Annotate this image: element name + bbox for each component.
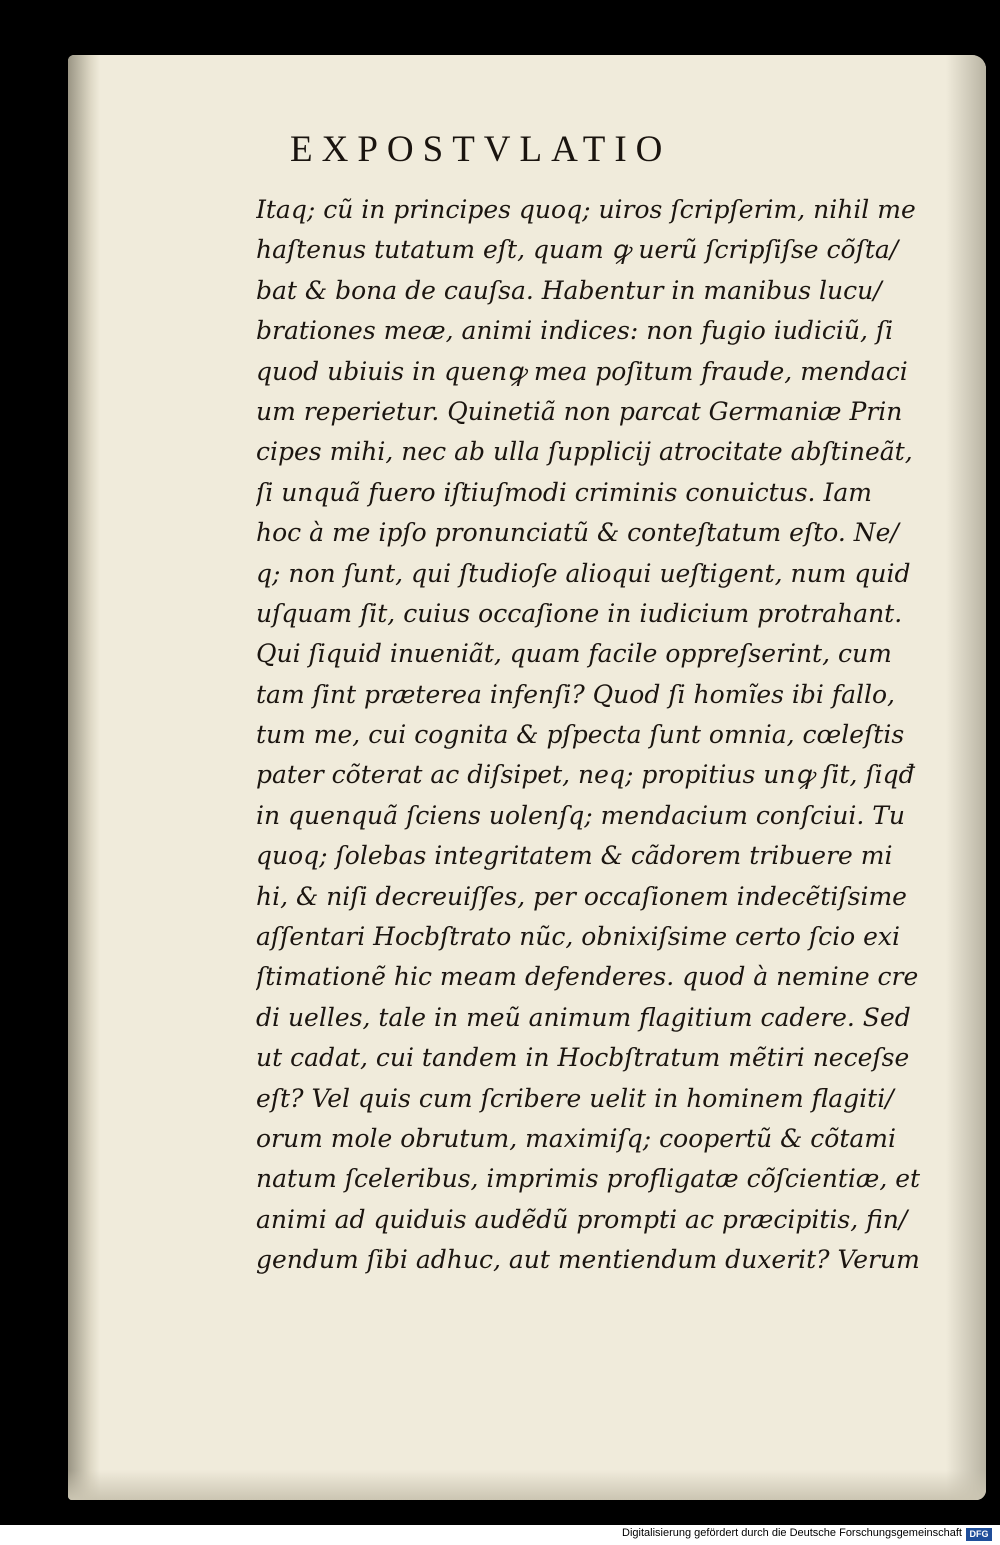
text-line: natum ſceleribus, imprimis profligatæ cõſcientiæ, et bbox=[256, 1164, 921, 1194]
text-line: um reperietur. Quinetiã non parcat Germaniæ Prin bbox=[256, 396, 903, 426]
text-line: quod ubiuis in quenꝙ mea poſitum fraude, mendaci bbox=[256, 356, 908, 386]
text-line: ut cadat, cui tandem in Hocbſtratum mẽtiri neceſse bbox=[256, 1043, 910, 1073]
text-line: Itaq; cũ in principes quoq; uiros ſcripſerim, nihil me bbox=[256, 195, 916, 224]
text-line: Qui ſiquid inueniãt, quam facile oppreſserint, cum bbox=[256, 639, 892, 669]
text-line: hi, & niſi decreuiſſes, per occaſionem indecẽtiſsime bbox=[256, 881, 907, 911]
text-line: pater cõterat ac diſsipet, neq; propitius unꝙ ſit, ſiqđ bbox=[256, 760, 915, 790]
body-text bbox=[256, 190, 936, 1281]
text-line: ſtimationẽ hic meam defenderes. quod à nemine cre bbox=[256, 962, 919, 992]
text-line: tam ſint præterea infenſi? Quod ſi homĩes ibi fallo, bbox=[256, 679, 895, 709]
text-line: animi ad quiduis audẽdũ prompti ac præcipitis, fin/ bbox=[256, 1204, 908, 1234]
text-line: in quenquã ſciens uolenſq; mendacium conſciui. Tu bbox=[256, 800, 906, 830]
text-line: bat & bona de cauſsa. Habentur in manibus lucu/ bbox=[256, 275, 882, 305]
page-edge-shadow bbox=[946, 55, 986, 1500]
text-line: quoq; ſolebas integritatem & cãdorem tribuere mi bbox=[256, 841, 893, 871]
text-line: orum mole obrutum, maximiſq; coopertũ & cõtami bbox=[256, 1123, 896, 1153]
text-line: di uelles, tale in meũ animum flagitium cadere. Sed bbox=[256, 1002, 911, 1032]
text-line: aſſentari Hocbſtrato nũc, obnixiſsime certo ſcio exi bbox=[256, 922, 901, 952]
funding-credit: Digitalisierung gefördert durch die Deutsche Forschungsgemeinschaft bbox=[622, 1527, 962, 1539]
page-bottom-edge bbox=[68, 1470, 986, 1500]
running-head: EXPOSTVLATIO bbox=[290, 129, 672, 170]
text-line: cipes mihi, nec ab ulla ſupplicij atrocitate abſtineãt, bbox=[256, 437, 913, 467]
text-line: uſquam ſit, cuius occaſione in iudicium protrahant. bbox=[256, 598, 903, 628]
footer-bar bbox=[0, 1525, 1000, 1545]
text-line: tum me, cui cognita & pſpecta ſunt omnia, cœleſtis bbox=[256, 720, 905, 750]
text-line: hoc à me ipſo pronunciatũ & conteſtatum eſto. Ne/ bbox=[256, 518, 899, 548]
text-line: eſt? Vel quis cum ſcribere uelit in hominem flagiti/ bbox=[256, 1083, 894, 1113]
gutter-shadow bbox=[68, 55, 100, 1500]
text-line: q; non ſunt, qui ſtudioſe alioqui ueſtigent, num quid bbox=[256, 558, 911, 588]
text-line: brationes meæ, animi indices: non fugio iudiciũ, ſi bbox=[256, 316, 894, 346]
text-line: ſi unquã fuero iſtiuſmodi criminis conuictus. Iam bbox=[256, 477, 872, 507]
text-line: haſtenus tutatum eſt, quam ꝙ uerũ ſcripſiſse cõſta/ bbox=[256, 235, 899, 265]
dfg-logo: DFG bbox=[966, 1528, 992, 1541]
text-line: gendum ſibi adhuc, aut mentiendum duxerit? Verum bbox=[256, 1245, 920, 1275]
